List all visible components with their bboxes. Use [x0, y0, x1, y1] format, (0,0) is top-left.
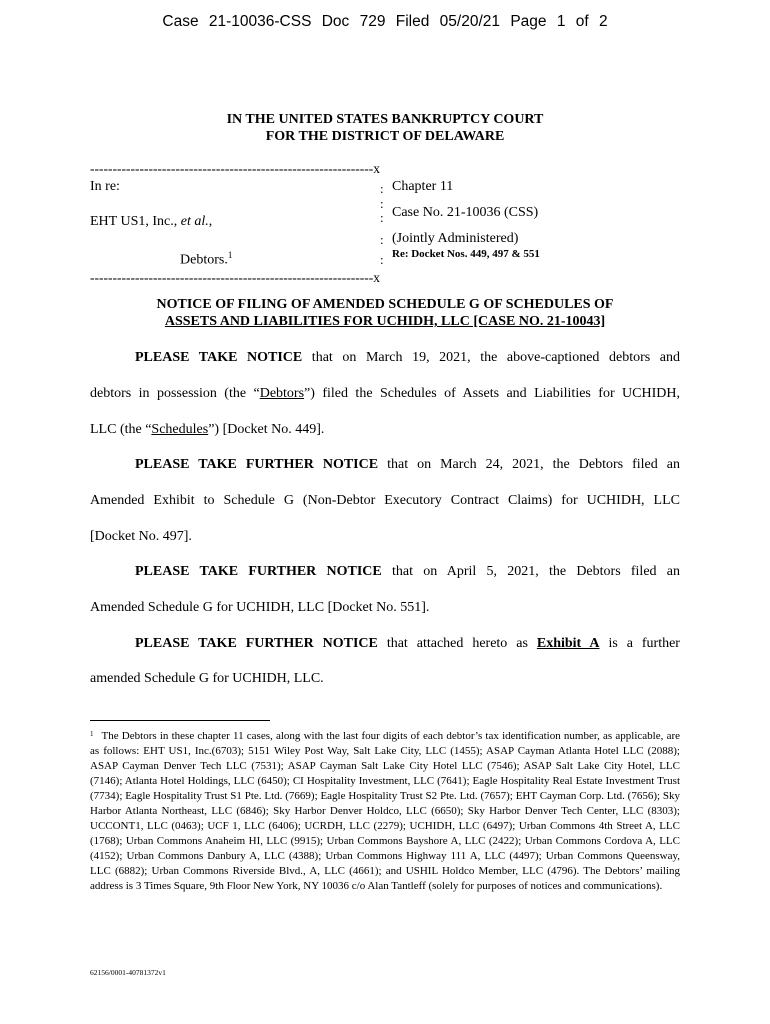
et-al-suffix: , [208, 214, 213, 229]
text-run: is a further [599, 636, 680, 651]
paragraph-2-line-1 [135, 457, 680, 473]
text-run: LLC (the “ [90, 422, 152, 437]
text-run: ”) [Docket No. 449]. [208, 422, 325, 437]
docket-reference: Re: Docket Nos. 449, 497 & 551 [392, 248, 540, 260]
case-no-label: Case No. 21-10036 (CSS) [392, 205, 539, 220]
caption-colon: : [380, 210, 384, 225]
caption-colon: : [380, 196, 384, 211]
caption-colon: : [380, 252, 384, 267]
doc-number: Doc 729 [321, 13, 386, 30]
text-run: debtors in possession (the “ [90, 386, 260, 401]
footnote-ref: 1 [227, 250, 233, 260]
defined-term: Schedules [151, 422, 209, 437]
paragraph-1-line-1 [135, 350, 680, 366]
paragraph-4-line-1 [135, 636, 680, 652]
notice-lead: PLEASE TAKE FURTHER NOTICE [135, 564, 382, 579]
footnote-separator [90, 720, 270, 721]
jointly-administered-label: (Jointly Administered) [392, 231, 519, 246]
notice-lead: PLEASE TAKE NOTICE [135, 350, 303, 365]
notice-title-line1: NOTICE OF FILING OF AMENDED SCHEDULE G OF SCHEDULES OF [156, 297, 614, 312]
page-indicator: Page 1 of 2 [510, 13, 608, 30]
filing-header [0, 13, 770, 31]
paragraph-3-line-2: Amended Schedule G for UCHIDH, LLC [Docket No. 551]. [90, 600, 430, 615]
caption-top-rule: ---------------------------------------------------------------x [90, 161, 380, 176]
in-re-label: In re: [90, 179, 120, 194]
debtor-name-text: EHT US1, Inc., [90, 214, 181, 229]
filed-date: Filed 05/20/21 [395, 13, 501, 30]
defined-term: Debtors [259, 386, 305, 401]
paragraph-2-line-2: Amended Exhibit to Schedule G (Non-Debtor Executory Contract Claims) for UCHIDH, LLC [90, 493, 680, 508]
notice-lead: PLEASE TAKE FURTHER NOTICE [135, 636, 378, 651]
paragraph-1-line-3 [90, 422, 680, 438]
court-title [0, 111, 770, 145]
paragraph-4-line-2: amended Schedule G for UCHIDH, LLC. [90, 671, 324, 686]
text-run: that on March 19, 2021, the above-captioned debtors and [302, 350, 680, 365]
text-run: that on March 24, 2021, the Debtors filed an [378, 457, 681, 472]
caption-bottom-rule: ---------------------------------------------------------------x [90, 270, 380, 285]
footnote [90, 729, 680, 894]
paragraph-2-line-3: [Docket No. 497]. [90, 529, 192, 544]
notice-title-line2: ASSETS AND LIABILITIES FOR UCHIDH, LLC [CASE NO. 21-10043] [164, 314, 606, 329]
notice-lead: PLEASE TAKE FURTHER NOTICE [135, 457, 379, 472]
et-al: et al. [180, 214, 209, 229]
court-title-line1: IN THE UNITED STATES BANKRUPTCY COURT [226, 112, 544, 127]
court-title-line2: FOR THE DISTRICT OF DELAWARE [265, 129, 505, 144]
debtor-name [90, 214, 212, 230]
footnote-number: 1 [90, 730, 94, 738]
document-id: 62156/0001-40781372v1 [90, 968, 166, 977]
text-run: that on April 5, 2021, the Debtors filed an [381, 564, 680, 579]
text-run: that attached hereto as [377, 636, 537, 651]
paragraph-3-line-1 [135, 564, 680, 580]
chapter-label: Chapter 11 [392, 179, 454, 194]
caption-colon: : [380, 181, 384, 196]
debtors-label [180, 250, 232, 269]
debtors-label-text: Debtors. [180, 252, 228, 268]
exhibit-a-reference: Exhibit A [536, 636, 600, 651]
notice-title [0, 296, 770, 330]
case-number: Case 21-10036-CSS [162, 13, 312, 30]
footnote-text: The Debtors in these chapter 11 cases, along with the last four digits of each debtor’s tax identification number, as applicable, are as follows: EHT US1, Inc.(6703); 5151 Wiley Post Way, Salt Lake City, LLC (1455); ASAP Cayman Atlanta Hotel LLC (2088); ASAP Cayman Denver Tech LLC (7531); ASAP Cayman Salt Lake City Hotel LLC (7546); ASAP Salt Lake City Hotel, LLC (7146); Atlanta Hotel Holdings, LLC (6450); CI Hospitality Investment, LLC (7641); Eagle Hospitality Real Estate Investment Trust (7734); Eagle Hospitality Trust S1 Pte. Ltd. (7669); Eagle Hospitality Trust S2 Pte. Ltd. (7657); EHT Cayman Corp. Ltd. (7656); Sky Harbor Atlanta Northeast, LLC (6846); Sky Harbor Denver Holdco, LLC (6650); Sky Harbor Denver Tech Center, LLC (8303); UCCONT1, LLC (0463); UCF 1, LLC (6406); UCRDH, LLC (2279); UCHIDH, LLC (6497); Urban Commons 4th Street A, LLC (1768); Urban Commons Anaheim HI, LLC (9915); Urban Commons Bayshore A, LLC (2422); Urban Commons Cordova A, LLC (4152); Urban Commons Danbury A, LLC (4388); Urban Commons Highway 111 A, LLC (4497); Urban Commons Queensway, LLC (6882); Urban Commons Riverside Blvd., A, LLC (4661); and USHIL Holdco Member, LLC (4796). The Debtors’ mailing address is 3 Times Square, 9th Floor New York, NY 10036 c/o Alan Tantleff (solely for purposes of notices and communications). [90, 730, 680, 892]
caption-colon: : [380, 232, 384, 247]
paragraph-1-line-2 [90, 386, 680, 402]
text-run: ”) filed the Schedules of Assets and Liabilities for UCHIDH, [304, 386, 680, 401]
